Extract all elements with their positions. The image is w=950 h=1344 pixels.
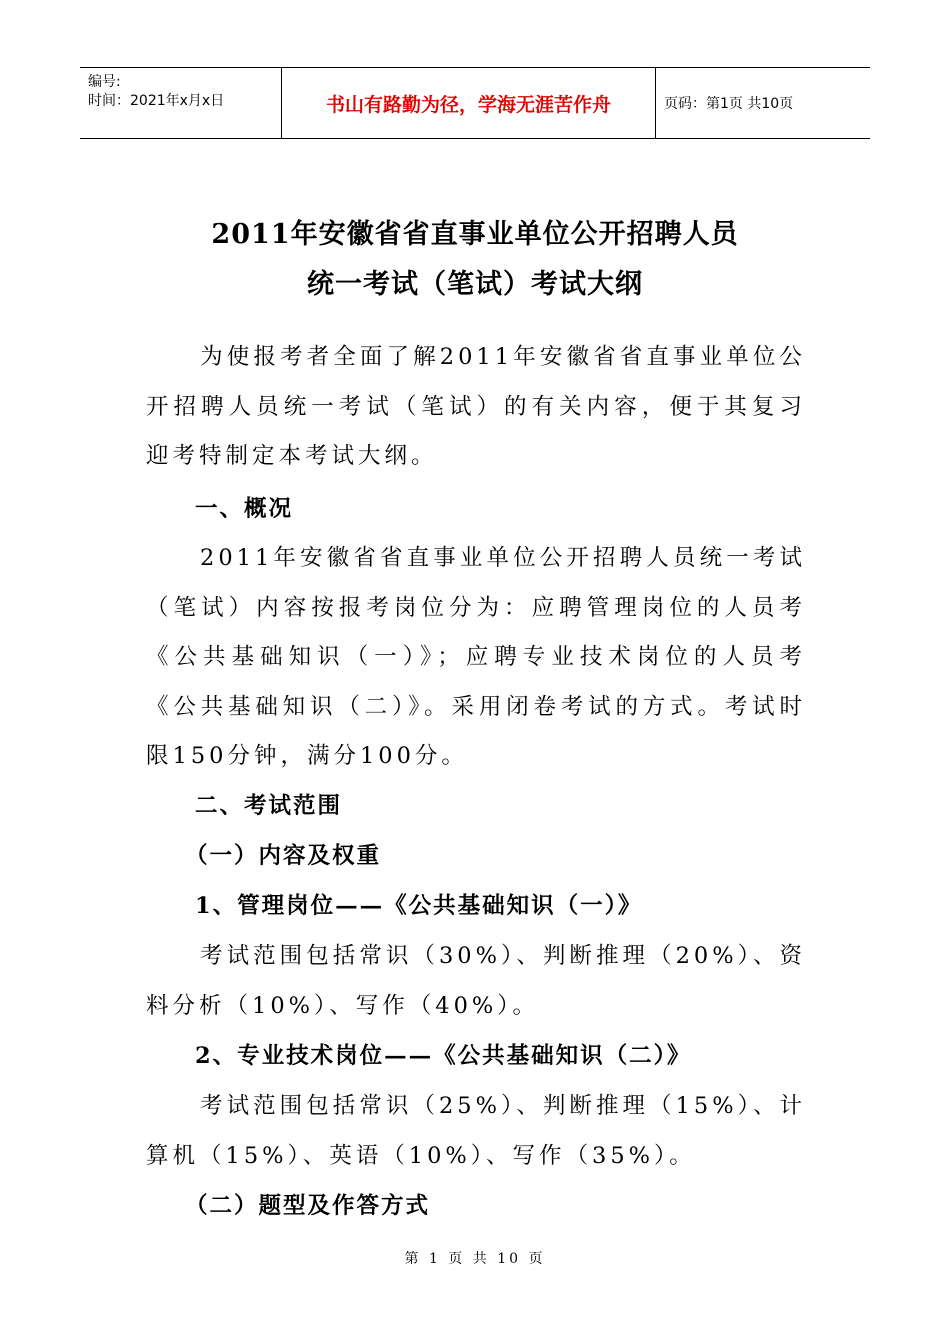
intro-paragraph: [146, 333, 806, 482]
document-code-label: 编号:: [88, 74, 121, 90]
header-table: [80, 67, 870, 139]
item2-text: 考试范围包括常识（25%）、判断推理（15%）、计算机（15%）、英语（10%）、写作（35%）。: [146, 1093, 806, 1169]
item2-paragraph: [146, 1082, 806, 1181]
item1-text: 考试范围包括常识（30%）、判断推理（20%）、资料分析（10%）、写作（40%）。: [146, 943, 806, 1019]
subsection2-heading: （二）题型及作答方式: [185, 1193, 431, 1219]
header-meta-cell: [80, 68, 282, 138]
section1-heading: 一、概况: [195, 496, 294, 522]
intro-text: 为使报考者全面了解2011年安徽省省直事业单位公开招聘人员统一考试（笔试）的有关内容，便于其复习迎考特制定本考试大纲。: [146, 344, 806, 469]
section1-text: 2011年安徽省省直事业单位公开招聘人员统一考试（笔试）内容按报考岗位分为：应聘管理岗位的人员考《公共基础知识（一）》；应聘专业技术岗位的人员考《公共基础知识（二）》。采用闭卷考试的方式。考试时限150分钟，满分100分。: [146, 545, 806, 769]
document-title-line2: 统一考试（笔试）考试大纲: [307, 269, 643, 300]
subsection1-heading: （一）内容及权重: [185, 843, 382, 869]
header-page-info: 页码：第1页 共10页: [664, 96, 794, 112]
item1-heading: 1、管理岗位——《公共基础知识（一）》: [195, 893, 643, 919]
header-motto: 书山有路勤为径，学海无涯苦作舟: [282, 68, 656, 138]
section1-paragraph: [146, 534, 806, 782]
item1-paragraph: [146, 932, 806, 1031]
section2-heading: 二、考试范围: [195, 793, 343, 819]
item2-heading: 2、专业技术岗位——《公共基础知识（二）》: [195, 1043, 692, 1069]
page-footer: 第 1 页 共 10 页: [404, 1251, 546, 1267]
document-title-line1: 2011年安徽省省直事业单位公开招聘人员: [211, 219, 739, 250]
document-time-label: 时间：2021年x月x日: [88, 93, 225, 109]
